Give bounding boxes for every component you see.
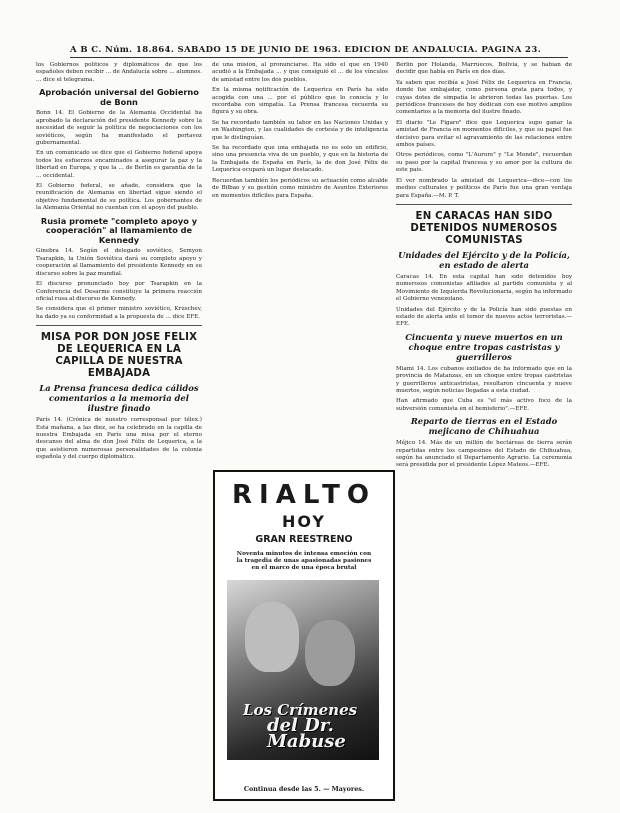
headline-cuba: Cincuenta y nueve muertos en un choque entre tropas castristas y guerrilleros xyxy=(405,331,563,362)
actor-figure xyxy=(245,602,299,672)
headline-misa: MISA POR DON JOSE FELIX DE LEQUERICA EN LA CAPILLA DE NUESTRA EMBAJADA xyxy=(40,332,198,380)
paragraph: Se ha recordado también su labor en las Naciones Unidas y en Washington, y las cualidades de cortesía y de inteligencia que le distinguían. xyxy=(212,119,388,141)
paragraph: Bonn 14. El Gobierno de la Alemania Occidental ha aprobado la declaración del presidente Kennedy sobre la necesidad de seguir la política de negociaciones con los soviéticos, según ha manifestado el portavoz gubernamental. xyxy=(36,110,202,147)
column-1 xyxy=(36,62,202,465)
separator xyxy=(36,325,202,326)
intro-text: los Gobiernos políticos y diplomáticos de que los españoles deben recibir ... de Andalucía sobre ... alumnos. ... dice el telegrama. xyxy=(36,62,202,83)
ad-subtitle: GRAN REESTRENO xyxy=(255,534,353,545)
page-header: A B C. Núm. 18.864. SABADO 15 DE JUNIO DE 1963. EDICION DE ANDALUCIA. PAGINA 23. xyxy=(70,45,542,55)
film-title-line-2: del Dr. Mabuse xyxy=(267,715,346,752)
paragraph: Ya saben que recibía a José Félix de Lequerica en Francia, donde fue embajador, como persona grata para todos, y cuyas dotes de simpatía le abrieron todas las puertas. Los periódicos franceses de hoy dedican con ese motivo amplios comentarios a la memoria del ilustre finado. xyxy=(396,79,572,116)
film-title xyxy=(243,702,379,750)
paragraph: Han afirmado que Cuba es "el más activo foco de la subversión comunista en el hemisferio".—EFE. xyxy=(396,398,572,412)
paragraph: Ginebra 14. Según el delegado soviético, Semyon Tsarapkin, la Unión Soviética dará su completo apoyo y cooperación al llamamiento del presidente Kennedy en su discurso sobre la paz mundial. xyxy=(36,248,202,277)
paragraph: Caracas 14. En esta capital han sido detenidos hoy numerosos comunistas afiliados al partido comunista y al Movimiento de Izquierda Revolucionaria, según ha informado el Gobierno venezolano. xyxy=(396,273,572,303)
subheadline-caracas: Unidades del Ejército y de la Policía, en estado de alerta xyxy=(398,249,570,270)
film-title-line-1: Los Crímenes xyxy=(243,701,358,719)
headline-caracas: EN CARACAS HAN SIDO DETENIDOS NUMEROSOS COMUNISTAS xyxy=(410,210,558,246)
paragraph: El ver nombrado la amistad de Lequerica—dice—con los medios culturales y políticos de París fue una gran ventaja para España.—M. P. T. xyxy=(396,177,572,199)
paragraph: Se considera que el primer ministro soviético, Kruschev, ha dado ya su conformidad a la propuesta de ... dice EFE. xyxy=(36,306,202,320)
paragraph: Recuerdan también los periódicos su actuación como alcalde de Bilbao y su gestión como ministro de Asuntos Exteriores en momentos difíciles para España. xyxy=(212,177,388,199)
paragraph: Berlín por Holanda, Marruecos, Bolivia, y se habían de decidir que había en París en dos días. xyxy=(396,62,572,76)
film-photo xyxy=(227,580,379,760)
column-3 xyxy=(396,62,572,473)
paragraph: Méjico 14. Más de un millón de hectáreas de tierra serán repartidas entre los campesinos del Estado de Chihuahua, según ha anunciado el Departamento Agrario. La ceremonia será presidida por el presidente López Mateos.—EFE. xyxy=(396,440,572,469)
headline-rusia: Rusia promete "completo apoyo y cooperación" al llamamiento de Kennedy xyxy=(40,215,198,245)
actress-figure xyxy=(305,620,355,686)
paragraph: Unidades del Ejército y de la Policía han sido puestas en estado de alerta ante el temor de nuevos actos terroristas.—EFE. xyxy=(396,306,572,328)
paragraph: El Gobierno federal, se añade, considera que la reunificación de Alemania en libertad sigue siendo el objetivo fundamental de su política. Los gobernantes de la Alemania Oriental no cuentan con el apoyo del pueblo. xyxy=(36,183,202,212)
cinema-advertisement xyxy=(213,470,395,801)
paragraph: París 14. (Crónica de nuestro corresponsal por télex.) Esta mañana, a las diez, se ha celebrado en la capilla de nuestra Embajada en París una misa por el eterno descanso del alma de don José Félix de Lequerica, a la que asistieron numerosas personalidades de la colonia española y del cuerpo diplomático. xyxy=(36,417,202,461)
header-rule xyxy=(70,57,568,58)
subheadline-prensa: La Prensa francesa dedica cálidos comentarios a la memoria del ilustre finado xyxy=(39,383,199,414)
paragraph: Otros periódicos, como "L'Aurore" y "Le Monde", recuerdan su paso por la capital francesa y su amor por la cultura de este país. xyxy=(396,152,572,174)
paragraph: El diario "Le Figaro" dice que Lequerica supo ganar la amistad de Francia en momentos difíciles, y que su papel fue decisivo para evitar el agravamiento de las relaciones entre ambos países. xyxy=(396,119,572,149)
paragraph: Se ha recordado que una embajada no es solo un edificio, sino una presencia viva de un pueblo, y que en la historia de la Embajada de España en París, la de don José Félix de Lequerica ocupará un lugar destacado. xyxy=(212,145,388,174)
paragraph: En la misma notificación de Lequerica en París ha sido acogida con una ... por el público que lo conocía y lo recordaba con simpatía. La Prensa francesa recuerda su figura y su obra. xyxy=(212,87,388,116)
paragraph: Miami 14. Los cubanos exiliados de ha informado que en la provincia de Matanzas, en un choque entre tropas castristas y guerrilleros anticastristas, resultaron cincuenta y nueve muertos, según noticias llegadas a esta ciudad. xyxy=(396,365,572,394)
column-2 xyxy=(212,62,388,462)
paragraph: En un comunicado se dice que el Gobierno federal apoya todos los esfuerzos encaminados a asegurar la paz y la libertad en Europa, y que la ... de Berlín es garantía de la ... occidental. xyxy=(36,150,202,179)
headline-bonn: Aprobación universal del Gobierno de Bonn xyxy=(39,87,199,107)
ad-title: RIALTO xyxy=(232,480,376,510)
ad-footer: Continua desde las 5. — Mayores. xyxy=(243,785,365,793)
separator xyxy=(396,204,572,205)
paragraph: El discurso pronunciado hoy por Tsarapkin en la Conferencia del Desarme constituye la primera reacción oficial rusa al discurso de Kennedy. xyxy=(36,281,202,302)
ad-description: Noventa minutos de intensa emoción con la tragedia de unas apasionadas pasiones en el marco de una época brutal xyxy=(236,551,372,571)
paragraph: de una misión, al pronunciarse. Ha sido el que en 1940 acudió a la Embajada ... y que consiguió el ... de los vínculos de amistad entre los dos pueblos. xyxy=(212,62,388,83)
ad-today: HOY xyxy=(281,512,326,531)
headline-chihuahua: Reparto de tierras en el Estado mejicano de Chihuahua xyxy=(410,416,558,437)
